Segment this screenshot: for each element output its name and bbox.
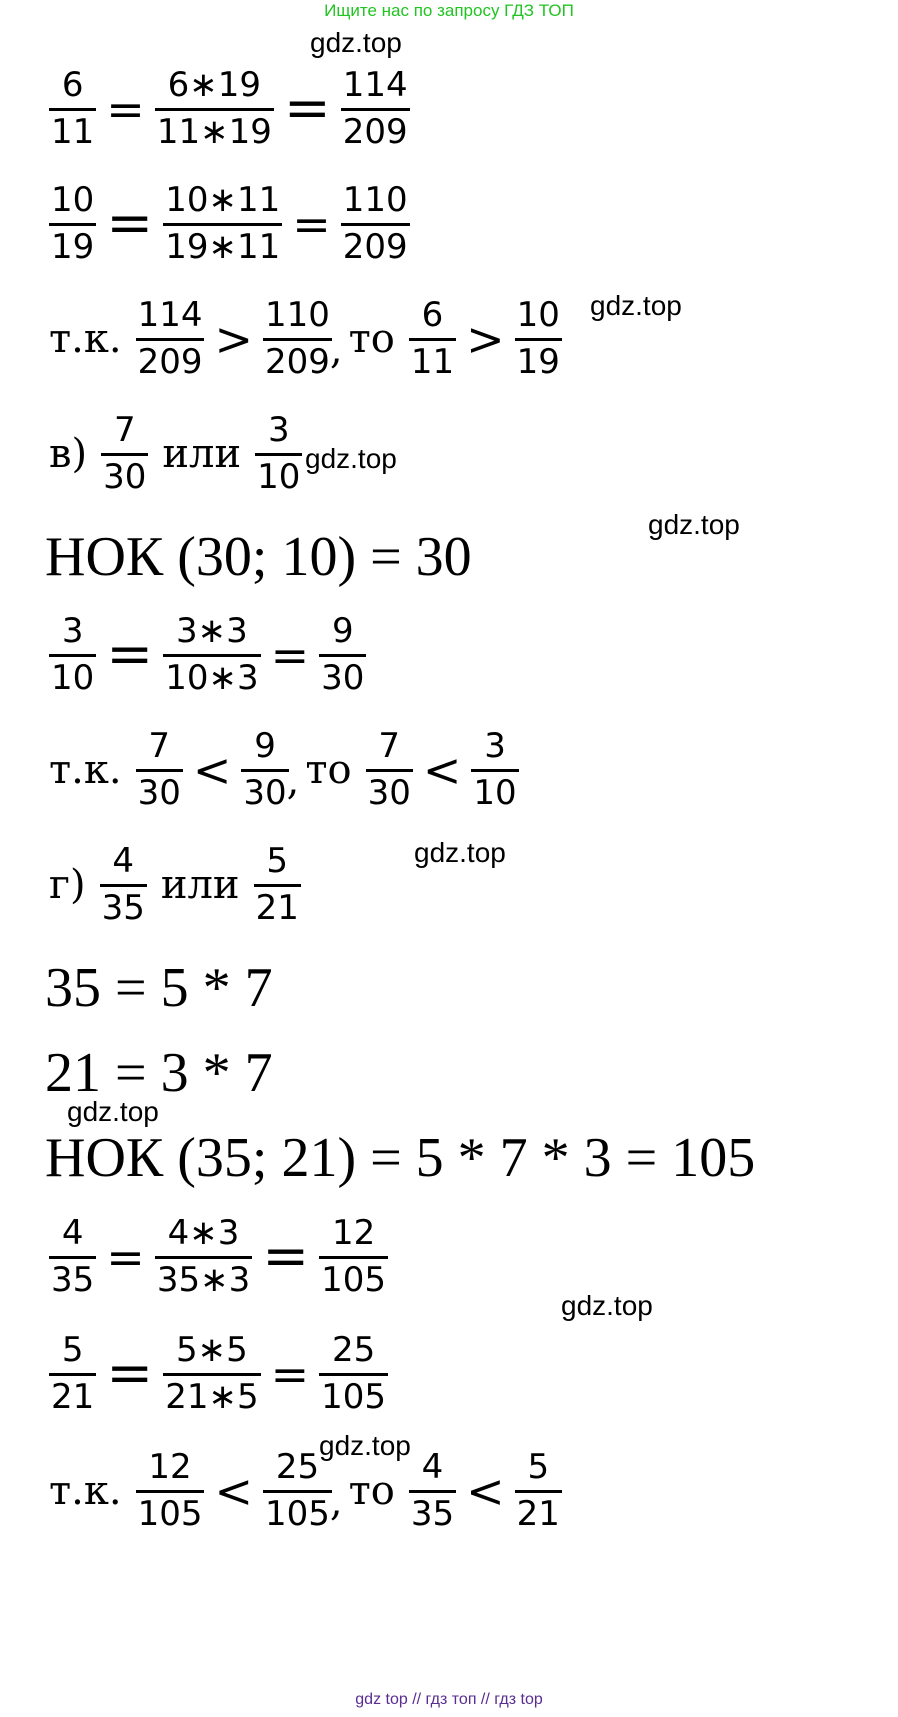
- fraction-bar: [319, 1373, 388, 1376]
- fraction-bar: [241, 769, 288, 772]
- fraction: [136, 296, 205, 381]
- numerator: 5: [527, 1447, 550, 1487]
- fraction: [263, 296, 332, 381]
- fraction-bar: [155, 1256, 252, 1259]
- equals-sign: =: [292, 196, 331, 251]
- numerator: 10: [516, 295, 560, 335]
- word-ili: или: [160, 861, 240, 908]
- denominator: 11: [410, 342, 455, 382]
- denominator: 19: [51, 227, 95, 267]
- fraction-bar: [163, 223, 282, 226]
- numerator: 7: [378, 726, 401, 766]
- denominator: 11: [51, 112, 95, 152]
- numerator: 5: [61, 1330, 84, 1370]
- equals-sign: =: [106, 1229, 145, 1284]
- denominator: 209: [342, 227, 408, 267]
- fraction: [341, 66, 410, 151]
- fraction: [263, 1448, 332, 1533]
- word-tk: т.к.: [49, 746, 122, 793]
- fraction: [471, 727, 518, 812]
- denominator: 19: [516, 342, 560, 382]
- less-sign: <: [422, 742, 462, 797]
- fraction-bar: [163, 1373, 260, 1376]
- fraction: [409, 1448, 456, 1533]
- numerator: 3: [267, 410, 290, 450]
- denominator: 21: [255, 888, 299, 928]
- numerator: 3: [484, 726, 506, 766]
- equation-4-35: [49, 1214, 388, 1299]
- fraction-bar: [263, 338, 332, 341]
- line-35: 35 = 5 * 7: [45, 957, 273, 1019]
- denominator: 105: [265, 1494, 330, 1534]
- comma: ,: [329, 1478, 343, 1525]
- word-ili: или: [162, 430, 242, 477]
- denominator: 11∗19: [156, 112, 272, 152]
- denominator: 21∗5: [165, 1377, 259, 1417]
- watermark: gdz.top: [561, 1290, 653, 1321]
- denominator: 105: [137, 1494, 203, 1534]
- fraction: [319, 1214, 388, 1299]
- fraction: [366, 727, 413, 812]
- equals-sign: =: [106, 621, 154, 687]
- numerator: 6∗19: [167, 65, 262, 105]
- watermark: gdz.top: [319, 1430, 411, 1461]
- denominator: 209: [342, 112, 408, 152]
- watermark: gdz.top: [414, 837, 506, 868]
- numerator: 10∗11: [165, 180, 281, 220]
- fraction: [254, 842, 301, 927]
- numerator: 5∗5: [176, 1330, 248, 1370]
- numerator: 7: [113, 410, 136, 450]
- numerator: 5: [266, 841, 289, 881]
- denominator: 30: [321, 658, 365, 698]
- fraction-bar: [341, 108, 410, 111]
- equals-sign: =: [270, 1346, 310, 1401]
- nok-30-10: НОК (30; 10) = 30: [45, 526, 472, 588]
- part-g-heading: [49, 842, 301, 927]
- footer-links[interactable]: gdz top // гдз топ // гдз top: [355, 1691, 543, 1708]
- fraction-bar: [100, 884, 147, 887]
- numerator: 3∗3: [176, 611, 248, 651]
- numerator: 110: [265, 295, 330, 335]
- fraction: [49, 1214, 96, 1299]
- word-to: то: [348, 315, 395, 362]
- equals-sign: =: [270, 627, 310, 682]
- part-v-heading: [49, 411, 302, 496]
- greater-sign: >: [466, 311, 505, 366]
- fraction: [100, 842, 147, 927]
- fraction: [163, 612, 260, 697]
- fraction-bar: [49, 223, 96, 226]
- denominator: 35: [410, 1494, 455, 1534]
- denominator: 105: [321, 1377, 387, 1417]
- numerator: 4: [61, 1213, 84, 1253]
- numerator: 6: [61, 65, 84, 105]
- denominator: 21: [516, 1494, 560, 1534]
- word-to: то: [305, 746, 352, 793]
- fraction: [515, 296, 562, 381]
- fraction: [163, 1331, 260, 1416]
- fraction: [49, 1331, 96, 1416]
- fraction: [155, 66, 274, 151]
- equation-5-21: [49, 1331, 388, 1416]
- comparison-1: [49, 296, 562, 381]
- fraction-bar: [515, 1490, 562, 1493]
- part-label-g: г): [49, 861, 86, 908]
- equation-3-10: [49, 612, 366, 697]
- fraction: [319, 612, 366, 697]
- equation-10-19: [49, 181, 410, 266]
- comma: ,: [286, 757, 300, 804]
- numerator: 3: [61, 611, 84, 651]
- numerator: 25: [331, 1330, 376, 1370]
- fraction: [409, 296, 456, 381]
- fraction: [341, 181, 410, 266]
- denominator: 35: [51, 1260, 95, 1300]
- word-to: то: [348, 1467, 395, 1514]
- fraction: [49, 66, 96, 151]
- fraction-bar: [136, 1490, 205, 1493]
- fraction: [241, 727, 288, 812]
- part-label-v: в): [49, 430, 88, 477]
- numerator: 9: [331, 611, 354, 651]
- watermark: gdz.top: [590, 290, 682, 321]
- denominator: 35: [101, 888, 145, 928]
- word-tk: т.к.: [49, 1467, 122, 1514]
- fraction-bar: [319, 654, 366, 657]
- numerator: 4: [112, 841, 135, 881]
- fraction-bar: [136, 769, 183, 772]
- equals-sign: =: [106, 81, 145, 136]
- fraction-bar: [49, 108, 96, 111]
- denominator: 30: [367, 773, 411, 813]
- comma: ,: [329, 326, 343, 373]
- denominator: 105: [321, 1260, 387, 1300]
- numerator: 7: [148, 726, 171, 766]
- word-tk: т.к.: [49, 315, 122, 362]
- numerator: 25: [275, 1447, 320, 1487]
- numerator: 10: [51, 180, 95, 220]
- numerator: 9: [254, 726, 276, 766]
- fraction-bar: [341, 223, 410, 226]
- fraction: [155, 1214, 252, 1299]
- watermark: gdz.top: [648, 509, 740, 540]
- watermark: gdz.top: [305, 443, 397, 474]
- numerator: 110: [342, 180, 408, 220]
- fraction-bar: [366, 769, 413, 772]
- equals-sign: =: [262, 1223, 310, 1289]
- fraction-bar: [255, 453, 302, 456]
- denominator: 10∗3: [165, 658, 259, 698]
- numerator: 114: [342, 65, 408, 105]
- fraction-bar: [49, 1256, 96, 1259]
- greater-sign: >: [214, 311, 254, 366]
- numerator: 12: [331, 1213, 376, 1253]
- less-sign: <: [466, 1463, 505, 1518]
- equation-6-11: [49, 66, 410, 151]
- fraction: [136, 1448, 205, 1533]
- denominator: 30: [103, 457, 147, 497]
- equals-sign: =: [283, 75, 331, 141]
- fraction-bar: [515, 338, 562, 341]
- denominator: 19∗11: [165, 227, 281, 267]
- fraction-bar: [49, 654, 96, 657]
- fraction: [319, 1331, 388, 1416]
- fraction-bar: [409, 338, 456, 341]
- fraction-bar: [263, 1490, 332, 1493]
- fraction-bar: [319, 1256, 388, 1259]
- equals-sign: =: [106, 1340, 154, 1406]
- equals-sign: =: [106, 190, 154, 256]
- denominator: 35∗3: [156, 1260, 251, 1300]
- fraction-bar: [254, 884, 301, 887]
- fraction: [101, 411, 148, 496]
- numerator: 4∗3: [167, 1213, 240, 1253]
- numerator: 4: [421, 1447, 444, 1487]
- denominator: 10: [51, 658, 95, 698]
- comparison-2: [49, 727, 519, 812]
- top-banner: Ищите нас по запросу ГДЗ ТОП: [324, 1, 574, 20]
- less-sign: <: [192, 742, 232, 797]
- watermark: gdz.top: [67, 1096, 159, 1127]
- nok-35-21: НОК (35; 21) = 5 * 7 * 3 = 105: [45, 1127, 756, 1189]
- fraction-bar: [136, 338, 205, 341]
- fraction-bar: [155, 108, 274, 111]
- denominator: 209: [137, 342, 203, 382]
- denominator: 209: [265, 342, 330, 382]
- fraction: [255, 411, 302, 496]
- denominator: 30: [137, 773, 181, 813]
- denominator: 30: [243, 773, 287, 813]
- less-sign: <: [214, 1463, 254, 1518]
- fraction: [163, 181, 282, 266]
- fraction: [49, 181, 96, 266]
- fraction-bar: [101, 453, 148, 456]
- fraction: [515, 1448, 562, 1533]
- numerator: 6: [421, 295, 444, 335]
- denominator: 21: [51, 1377, 95, 1417]
- fraction: [49, 612, 96, 697]
- fraction-bar: [471, 769, 518, 772]
- watermark: gdz.top: [310, 27, 402, 58]
- fraction-bar: [409, 1490, 456, 1493]
- denominator: 10: [473, 773, 517, 813]
- fraction-bar: [49, 1373, 96, 1376]
- fraction: [136, 727, 183, 812]
- denominator: 10: [257, 457, 301, 497]
- comparison-3: [49, 1448, 562, 1533]
- numerator: 114: [137, 295, 203, 335]
- line-21: 21 = 3 * 7: [45, 1042, 273, 1104]
- numerator: 12: [148, 1447, 192, 1487]
- fraction-bar: [163, 654, 260, 657]
